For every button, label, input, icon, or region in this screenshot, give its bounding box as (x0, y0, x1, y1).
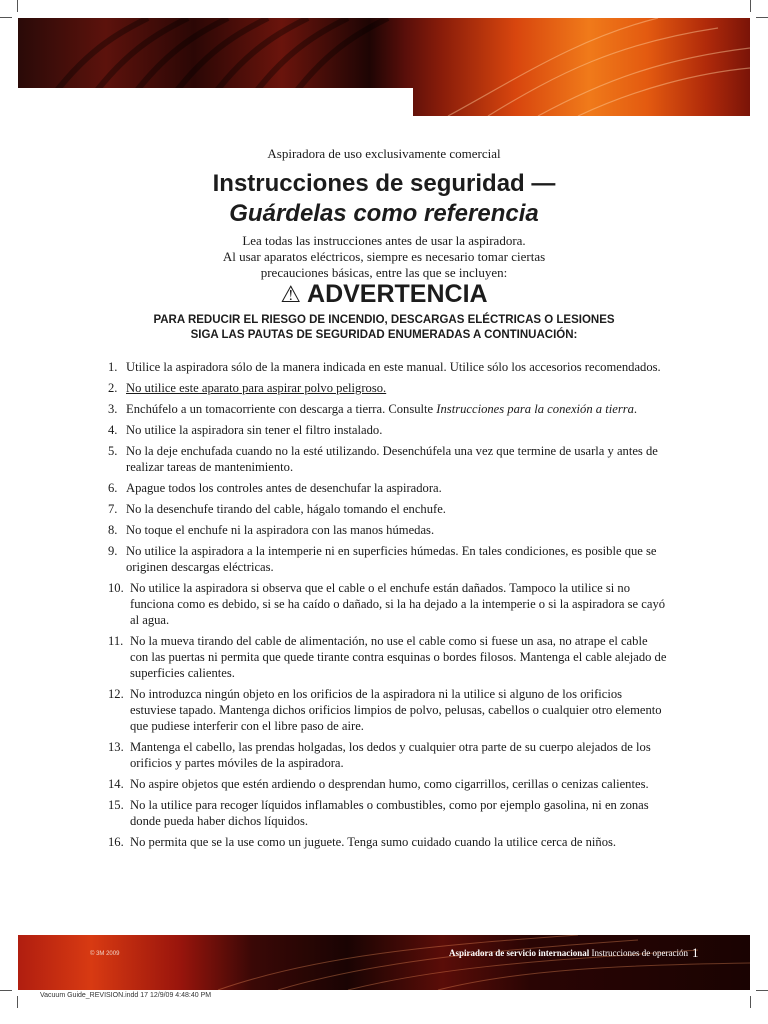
page-title: Instrucciones de seguridad — (212, 170, 556, 197)
crop-mark (750, 996, 751, 1008)
list-item: 6. Apague todos los controles antes de desenchufar la aspiradora. (108, 481, 442, 495)
list-item: 11. No la mueva tirando del cable de alimentación, no use el cable como si fuese un asa, no atrape el cable con las puertas ni permita que quede tirante contra esquinas o bordes filosos. Mantenga el cable alejado de superficies calientes. (108, 634, 667, 680)
page-number: 1 (692, 945, 699, 960)
header-banner (18, 18, 750, 116)
warning-triangle-icon: ⚠ (280, 281, 302, 307)
list-item: 16. No permita que se la use como un juguete. Tenga sumo cuidado cuando la utilice cerca de niños. (108, 835, 617, 849)
banner-stripes (18, 18, 750, 116)
crop-mark (17, 996, 18, 1008)
warning-heading: ⚠ ADVERTENCIA (280, 280, 488, 308)
footer-product: Aspiradora de servicio internacional Instrucciones de operación (449, 948, 688, 958)
page-title-subline: Guárdelas como referencia (229, 200, 539, 227)
crop-mark (756, 990, 768, 991)
print-slug: Vacuum Guide_REVISION.indd 17 12/9/09 4:48:40 PM (40, 992, 212, 999)
intro-paragraph: Lea todas las instrucciones antes de usar la aspiradora. Al usar aparatos eléctricos, siempre es necesario tomar ciertas precauciones básicas, entre las que se incluyen: (222, 233, 546, 280)
footer-banner (18, 935, 750, 990)
list-item: 5. No la deje enchufada cuando no la esté utilizando. Desenchúfela una vez que termine de usarla y antes de realizar tareas de mantenimiento. (108, 444, 658, 474)
list-item: 12. No introduzca ningún objeto en los orificios de la aspiradora ni la utilice si alguno de los orificios estuviese tapado. Mantenga dichos orificios limpios de polvo, pelusas, cabellos o cualquier otro elemento que pudiese interferir con el libre paso de aire. (108, 687, 662, 733)
list-item: 7. No la desenchufe tirando del cable, hágalo tomando el enchufe. (108, 502, 446, 516)
list-item: 13. Mantenga el cabello, las prendas holgadas, los dedos y cualquier otra parte de su cuerpo alejados de los orificios y partes móviles de la aspiradora. (108, 740, 651, 770)
list-item: 8. No toque el enchufe ni la aspiradora con las manos húmedas. (108, 523, 435, 537)
list-item: 14. No aspire objetos que estén ardiendo o desprendan humo, como cigarrillos, cerillas o cenizas calientes. (108, 777, 649, 791)
list-item: 15. No la utilice para recoger líquidos inflamables o combustibles, como por ejemplo gasolina, ni en zonas donde pueda haber dichos líquidos. (108, 798, 649, 828)
list-item: 3. Enchúfelo a un tomacorriente con descarga a tierra. Consulte Instrucciones para la conexión a tierra. (108, 402, 638, 416)
footer-stripes (18, 935, 750, 990)
list-item: 9. No utilice la aspiradora a la intemperie ni en superficies húmedas. En tales condiciones, es posible que se originen descargas eléctricas. (108, 544, 657, 574)
crop-mark (0, 990, 12, 991)
copyright-text: © 3M 2009 (90, 951, 120, 957)
crop-mark (756, 17, 768, 18)
warning-subheading: PARA REDUCIR EL RIESGO DE INCENDIO, DESCARGAS ELÉCTRICAS O LESIONES SIGA LAS PAUTAS DE SEGURIDAD ENUMERADAS A CONTINUACIÓN: (153, 314, 615, 341)
crop-mark (750, 0, 751, 12)
document-subtitle: Aspiradora de uso exclusivamente comercial (267, 146, 501, 161)
safety-instructions-list (108, 359, 668, 855)
list-item: 1. Utilice la aspiradora sólo de la manera indicada en este manual. Utilice sólo los accesorios recomendados. (108, 360, 661, 374)
crop-mark (17, 0, 18, 12)
list-item: 2. No utilice este aparato para aspirar polvo peligroso. (108, 381, 387, 395)
crop-mark (0, 17, 12, 18)
list-item: 10. No utilice la aspiradora si observa que el cable o el enchufe están dañados. Tampoco la utilice si no funciona como es debido, si se ha caído o dañado, si la ha dejado a la intemperie o si la aspiradora se cayó al agua. (108, 581, 666, 627)
list-item: 4. No utilice la aspiradora sin tener el filtro instalado. (108, 423, 383, 437)
